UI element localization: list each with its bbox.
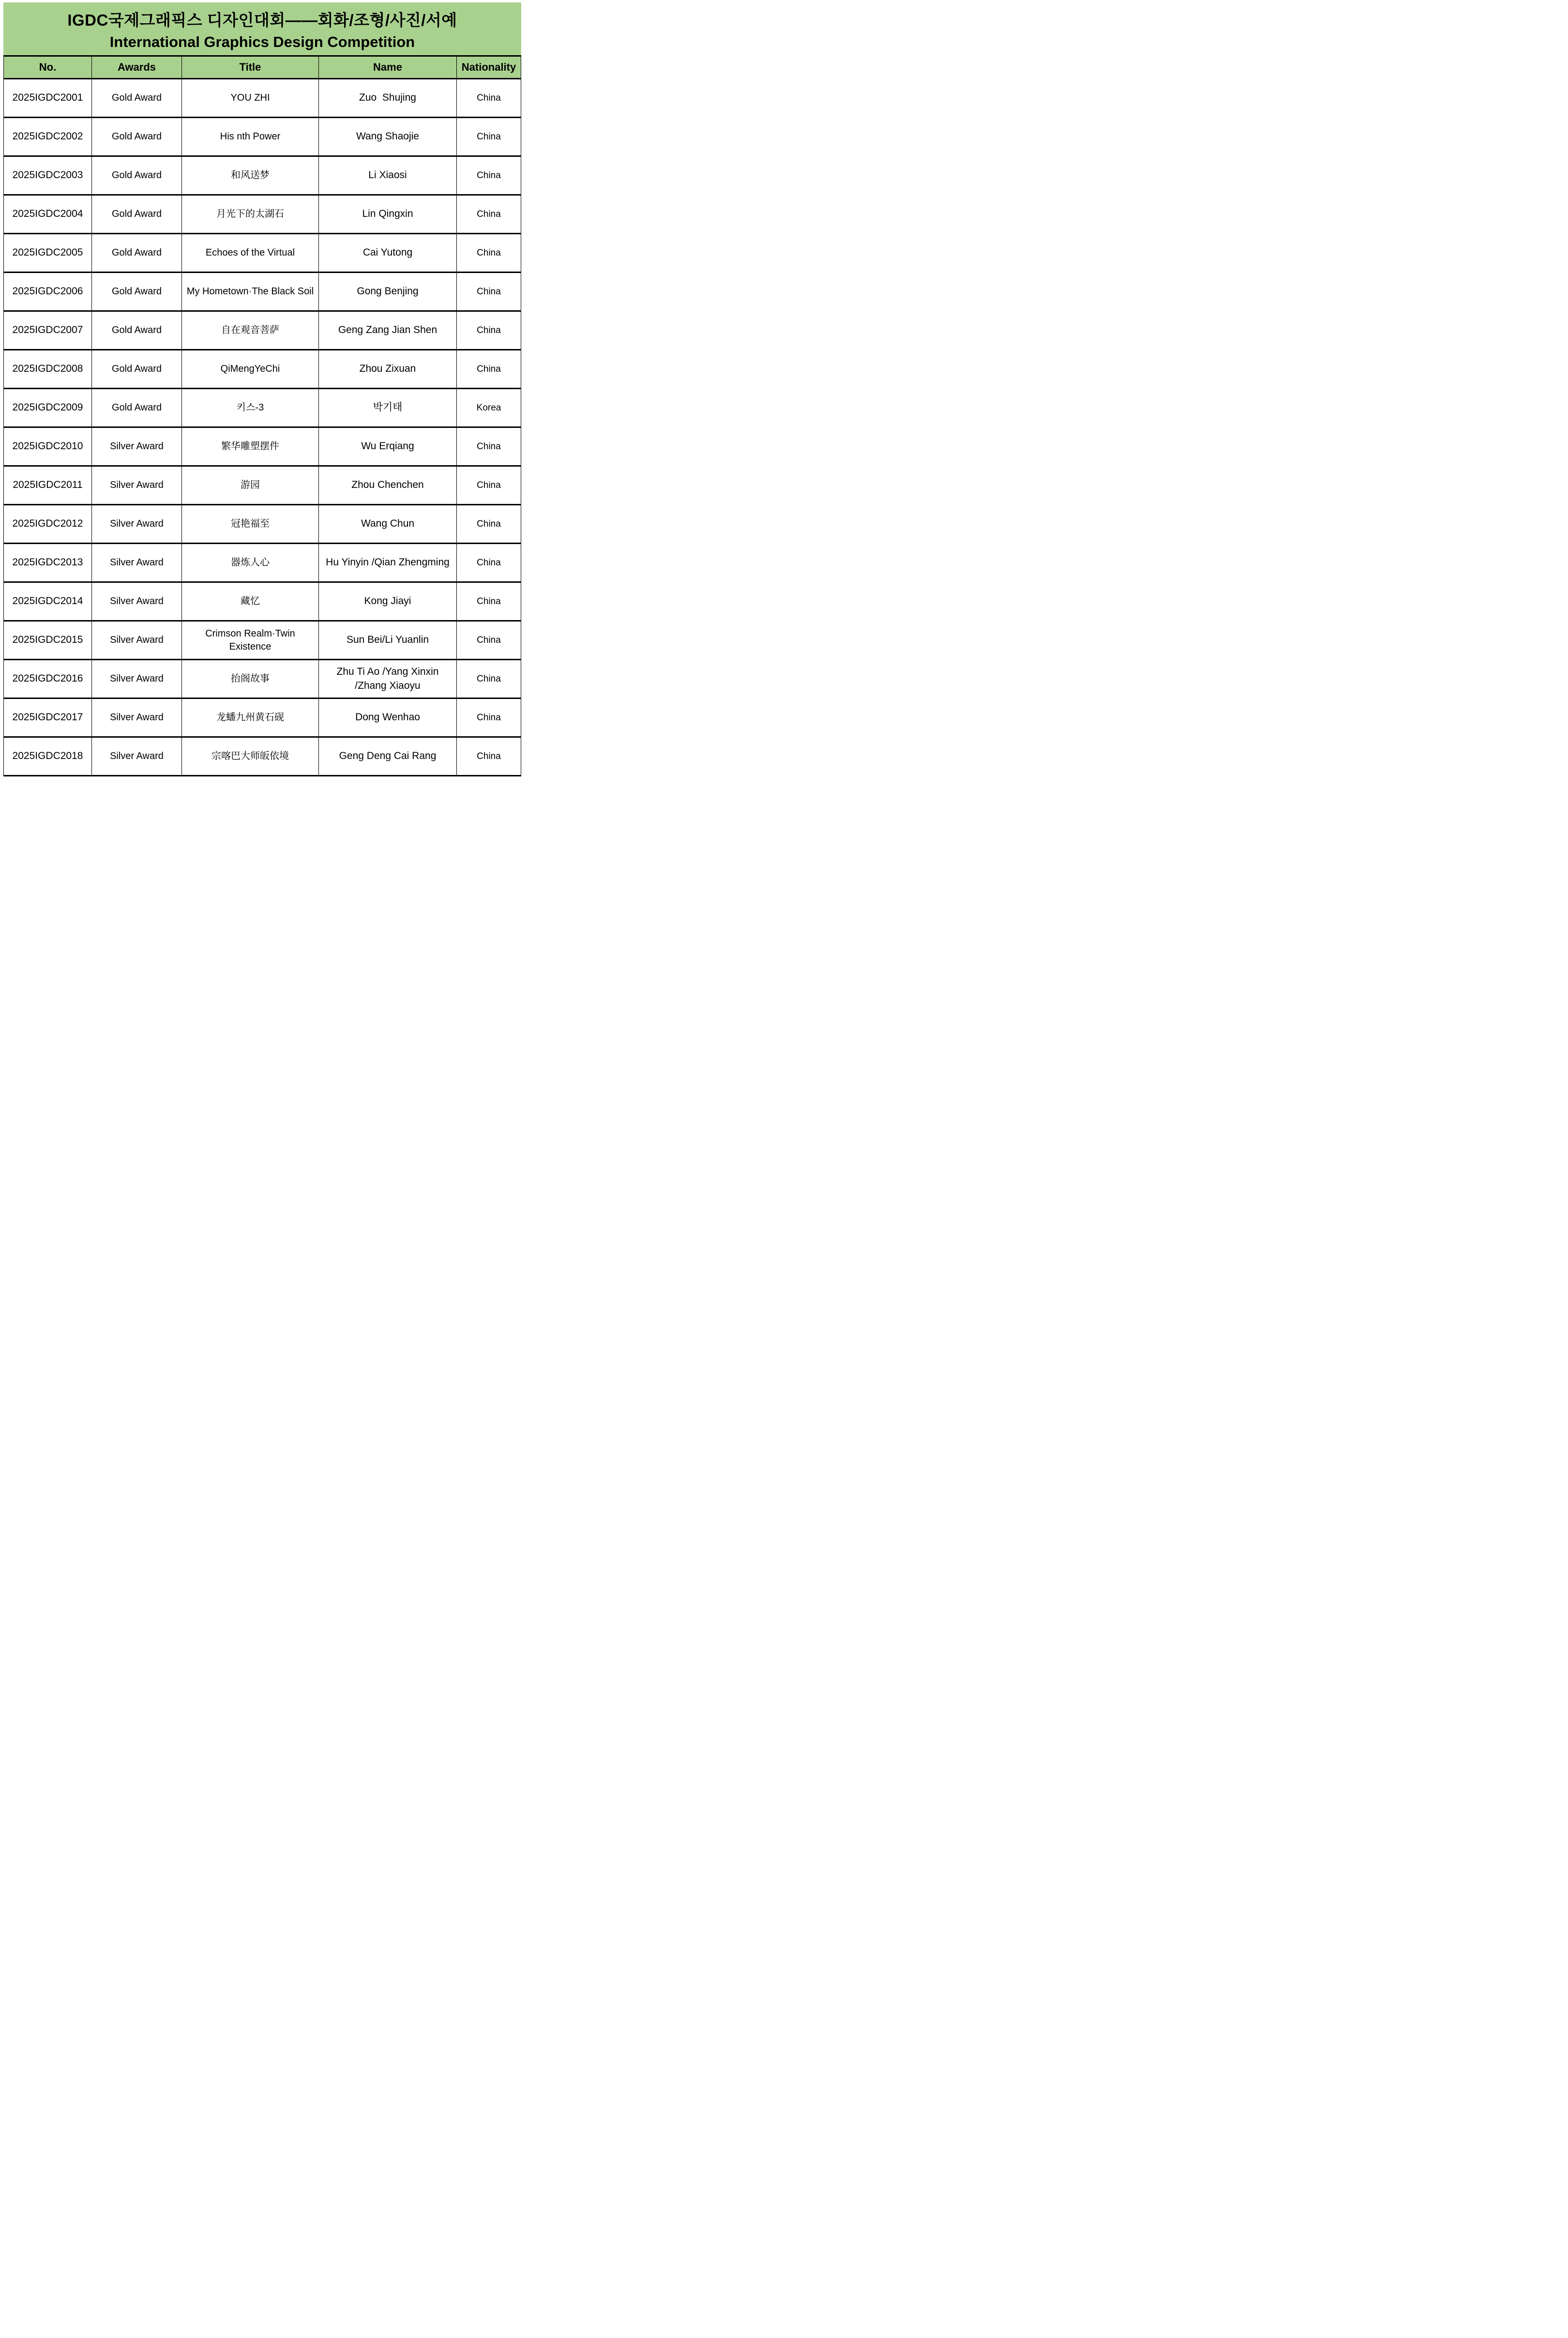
- cell-nationality: China: [477, 751, 501, 761]
- cell-nationality: China: [477, 131, 501, 142]
- cell-title: QiMengYeChi: [182, 350, 319, 388]
- cell-award: Gold Award: [92, 389, 182, 426]
- cell-title: Echoes of the Virtual: [182, 234, 319, 272]
- cell-name: Sun Bei/Li Yuanlin: [319, 622, 457, 659]
- cell-award: Gold Award: [92, 157, 182, 194]
- cell-title: 龙蟠九州黄石砚: [182, 699, 319, 736]
- table-row: [4, 389, 521, 428]
- cell-nationality: China: [477, 247, 501, 258]
- cell-no: 2025IGDC2004: [4, 196, 92, 233]
- page: [3, 2, 521, 776]
- cell-nationality: Korea: [476, 402, 501, 413]
- table-row: [4, 234, 521, 273]
- cell-no: 2025IGDC2013: [4, 544, 92, 581]
- table-row: [4, 428, 521, 467]
- cell-nationality: China: [477, 92, 501, 103]
- cell-no: 2025IGDC2012: [4, 505, 92, 543]
- cell-nationality: China: [477, 673, 501, 684]
- banner-title-korean: IGDC국제그래픽스 디자인대회——회화/조형/사진/서예: [67, 11, 457, 29]
- cell-award: Silver Award: [92, 583, 182, 620]
- table-row: [4, 312, 521, 350]
- column-header-award: Awards: [92, 57, 182, 78]
- cell-name: Wang Shaojie: [319, 118, 457, 155]
- cell-nationality: China: [477, 557, 501, 568]
- cell-no: 2025IGDC2018: [4, 738, 92, 775]
- cell-award: Gold Award: [92, 79, 182, 117]
- table-row: [4, 273, 521, 312]
- cell-title: 和风送梦: [182, 157, 319, 194]
- column-header-no: No.: [4, 57, 92, 78]
- cell-nationality: China: [477, 209, 501, 219]
- cell-title: YOU ZHI: [182, 79, 319, 117]
- table-row: [4, 118, 521, 157]
- cell-award: Silver Award: [92, 738, 182, 775]
- column-header-nationality: Nationality: [461, 61, 516, 74]
- cell-name: Lin Qingxin: [319, 196, 457, 233]
- cell-name: Hu Yinyin /Qian Zhengming: [319, 544, 457, 581]
- cell-name: Zuo Shujing: [319, 79, 457, 117]
- cell-title: My Hometown·The Black Soil: [182, 273, 319, 310]
- cell-title: 月光下的太湖石: [182, 196, 319, 233]
- cell-nationality: China: [477, 286, 501, 297]
- cell-no: 2025IGDC2010: [4, 428, 92, 465]
- cell-award: Silver Award: [92, 505, 182, 543]
- cell-no: 2025IGDC2001: [4, 79, 92, 117]
- cell-no: 2025IGDC2006: [4, 273, 92, 310]
- cell-name: Gong Benjing: [319, 273, 457, 310]
- cell-name: Cai Yutong: [319, 234, 457, 272]
- cell-award: Gold Award: [92, 118, 182, 155]
- table-header-row: [4, 55, 521, 79]
- cell-nationality: China: [477, 364, 501, 374]
- cell-nationality: China: [477, 518, 501, 529]
- cell-title: 冠艳福至: [182, 505, 319, 543]
- cell-no: 2025IGDC2005: [4, 234, 92, 272]
- cell-title: 器炼人心: [182, 544, 319, 581]
- cell-award: Silver Award: [92, 699, 182, 736]
- cell-award: Gold Award: [92, 312, 182, 349]
- table-row: [4, 622, 521, 660]
- table-row: [4, 544, 521, 583]
- cell-name: Wang Chun: [319, 505, 457, 543]
- table-row: [4, 660, 521, 699]
- cell-no: 2025IGDC2003: [4, 157, 92, 194]
- banner-title-english: International Graphics Design Competition: [109, 33, 415, 50]
- table-row: [4, 467, 521, 505]
- cell-no: 2025IGDC2007: [4, 312, 92, 349]
- cell-title: 自在观音菩萨: [182, 312, 319, 349]
- cell-title: His nth Power: [182, 118, 319, 155]
- cell-no: 2025IGDC2014: [4, 583, 92, 620]
- cell-name: Zhu Ti Ao /Yang Xinxin /Zhang Xiaoyu: [319, 660, 457, 698]
- cell-nationality: China: [477, 480, 501, 490]
- column-header-name: Name: [319, 57, 457, 78]
- cell-no: 2025IGDC2016: [4, 660, 92, 698]
- award-table: [3, 55, 521, 776]
- cell-award: Silver Award: [92, 428, 182, 465]
- cell-award: Gold Award: [92, 350, 182, 388]
- table-row: [4, 196, 521, 234]
- cell-title: 宗喀巴大师皈依境: [182, 738, 319, 775]
- cell-no: 2025IGDC2002: [4, 118, 92, 155]
- table-body: [4, 79, 521, 776]
- cell-name: 박기태: [319, 389, 457, 426]
- cell-no: 2025IGDC2009: [4, 389, 92, 426]
- cell-title: Crimson Realm·Twin Existence: [182, 622, 319, 659]
- table-row: [4, 505, 521, 544]
- cell-no: 2025IGDC2011: [4, 467, 92, 504]
- competition-banner: [3, 2, 521, 55]
- cell-award: Gold Award: [92, 273, 182, 310]
- table-row: [4, 157, 521, 196]
- table-row: [4, 583, 521, 622]
- cell-name: Kong Jiayi: [319, 583, 457, 620]
- cell-no: 2025IGDC2017: [4, 699, 92, 736]
- column-header-title: Title: [182, 57, 319, 78]
- cell-award: Silver Award: [92, 467, 182, 504]
- cell-title: 키스-3: [182, 389, 319, 426]
- cell-award: Gold Award: [92, 196, 182, 233]
- cell-name: Zhou Chenchen: [319, 467, 457, 504]
- cell-award: Silver Award: [92, 622, 182, 659]
- cell-title: 抬阁故事: [182, 660, 319, 698]
- cell-award: Silver Award: [92, 660, 182, 698]
- cell-name: Geng Zang Jian Shen: [319, 312, 457, 349]
- cell-nationality: China: [477, 325, 501, 335]
- cell-name: Zhou Zixuan: [319, 350, 457, 388]
- cell-nationality: China: [477, 596, 501, 607]
- table-row: [4, 738, 521, 776]
- cell-nationality: China: [477, 635, 501, 645]
- cell-title: 游园: [182, 467, 319, 504]
- cell-award: Gold Award: [92, 234, 182, 272]
- table-row: [4, 350, 521, 389]
- cell-name: Li Xiaosi: [319, 157, 457, 194]
- table-row: [4, 699, 521, 738]
- cell-name: Wu Erqiang: [319, 428, 457, 465]
- cell-title: 繁华雕塑摆件: [182, 428, 319, 465]
- cell-nationality: China: [477, 712, 501, 723]
- cell-title: 藏忆: [182, 583, 319, 620]
- table-row: [4, 79, 521, 118]
- cell-award: Silver Award: [92, 544, 182, 581]
- cell-nationality: China: [477, 170, 501, 181]
- cell-no: 2025IGDC2008: [4, 350, 92, 388]
- cell-nationality: China: [477, 441, 501, 452]
- cell-name: Geng Deng Cai Rang: [319, 738, 457, 775]
- cell-name: Dong Wenhao: [319, 699, 457, 736]
- cell-no: 2025IGDC2015: [4, 622, 92, 659]
